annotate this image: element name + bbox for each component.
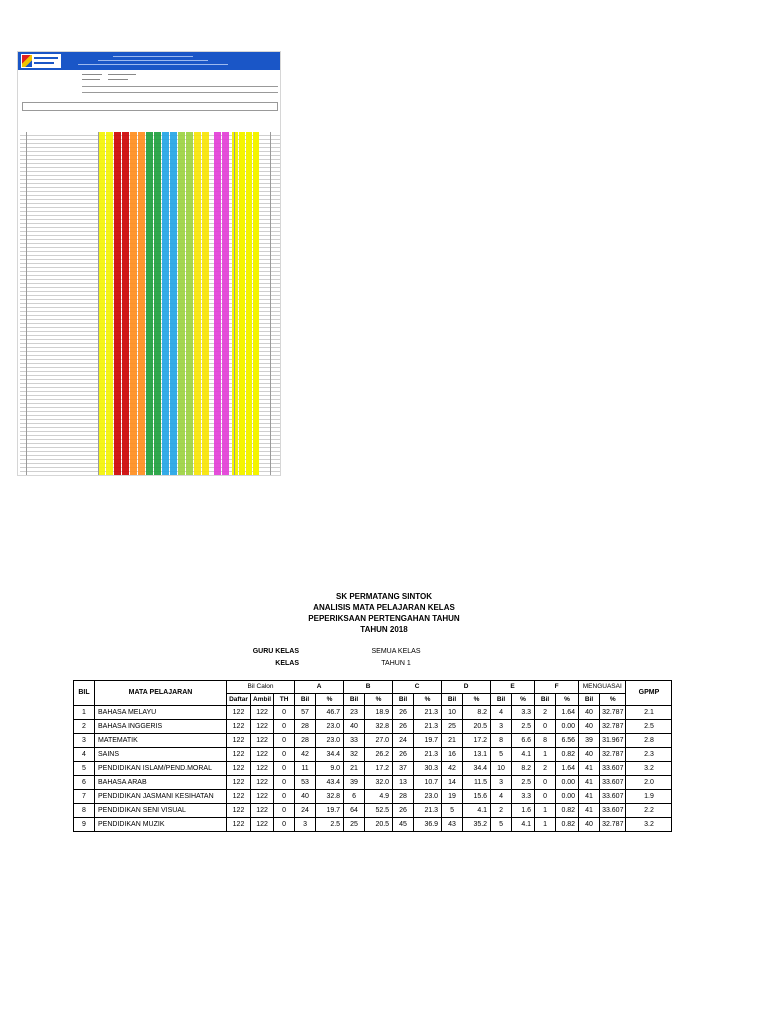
row-d-pct: 4.1 (463, 804, 491, 818)
row-d-bil: 14 (442, 776, 463, 790)
table-row (74, 776, 672, 790)
row-e-bil: 2 (491, 804, 512, 818)
row-f-pct: 0.00 (556, 720, 579, 734)
row-a-bil: 3 (295, 818, 316, 832)
row-number: 7 (74, 790, 95, 804)
row-number: 2 (74, 720, 95, 734)
row-d-bil: 10 (442, 706, 463, 720)
col-th: TH (274, 694, 295, 706)
row-a-pct: 23.0 (316, 720, 344, 734)
row-m-bil: 41 (579, 762, 600, 776)
row-c-pct: 10.7 (414, 776, 442, 790)
col-bil-calon: Bil Calon (227, 681, 295, 694)
col-grade-f: F (535, 681, 579, 694)
row-daftar: 122 (227, 818, 251, 832)
row-f-bil: 0 (535, 776, 556, 790)
row-c-pct: 21.3 (414, 748, 442, 762)
row-e-pct: 6.6 (512, 734, 535, 748)
row-e-bil: 10 (491, 762, 512, 776)
row-f-pct: 0.82 (556, 804, 579, 818)
row-c-pct: 21.3 (414, 720, 442, 734)
col-d-pct: % (463, 694, 491, 706)
row-gpmp: 1.9 (626, 790, 672, 804)
report-year: TAHUN 2018 (360, 625, 408, 634)
col-a-pct: % (316, 694, 344, 706)
row-b-bil: 32 (344, 748, 365, 762)
row-number: 9 (74, 818, 95, 832)
row-c-bil: 28 (393, 790, 414, 804)
row-daftar: 122 (227, 776, 251, 790)
row-number: 6 (74, 776, 95, 790)
row-f-pct: 0.82 (556, 748, 579, 762)
row-e-bil: 8 (491, 734, 512, 748)
row-e-bil: 4 (491, 706, 512, 720)
row-a-pct: 43.4 (316, 776, 344, 790)
row-a-bil: 40 (295, 790, 316, 804)
row-a-bil: 28 (295, 720, 316, 734)
row-a-bil: 11 (295, 762, 316, 776)
row-d-bil: 21 (442, 734, 463, 748)
row-b-pct: 26.2 (365, 748, 393, 762)
row-c-pct: 23.0 (414, 790, 442, 804)
row-f-pct: 1.64 (556, 706, 579, 720)
row-e-pct: 3.3 (512, 706, 535, 720)
row-m-bil: 41 (579, 790, 600, 804)
school-name: SK PERMATANG SINTOK (335, 592, 432, 601)
row-subject: PENDIDIKAN JASMANI KESIHATAN (95, 790, 227, 804)
table-row (74, 706, 672, 720)
row-a-bil: 57 (295, 706, 316, 720)
row-f-bil: 1 (535, 818, 556, 832)
table-row (74, 818, 672, 832)
row-a-bil: 53 (295, 776, 316, 790)
row-b-pct: 32.0 (365, 776, 393, 790)
row-b-pct: 52.5 (365, 804, 393, 818)
row-daftar: 122 (227, 790, 251, 804)
row-f-pct: 0.00 (556, 790, 579, 804)
row-f-pct: 6.56 (556, 734, 579, 748)
row-daftar: 122 (227, 804, 251, 818)
row-subject: SAINS (95, 748, 227, 762)
row-m-pct: 32.787 (600, 748, 626, 762)
row-b-bil: 25 (344, 818, 365, 832)
kelas-label: KELAS (275, 660, 299, 667)
row-m-pct: 33.607 (600, 776, 626, 790)
row-e-pct: 4.1 (512, 748, 535, 762)
table-row (74, 762, 672, 776)
col-daftar: Daftar (227, 694, 251, 706)
row-ambil: 122 (251, 818, 274, 832)
row-e-pct: 8.2 (512, 762, 535, 776)
col-b-pct: % (365, 694, 393, 706)
row-m-pct: 33.607 (600, 762, 626, 776)
row-th: 0 (274, 776, 295, 790)
row-b-bil: 33 (344, 734, 365, 748)
row-daftar: 122 (227, 762, 251, 776)
row-b-pct: 20.5 (365, 818, 393, 832)
col-menguasai: MENGUASAI (579, 681, 626, 694)
row-f-pct: 0.82 (556, 818, 579, 832)
row-d-bil: 43 (442, 818, 463, 832)
row-c-bil: 24 (393, 734, 414, 748)
row-m-bil: 39 (579, 734, 600, 748)
row-b-bil: 64 (344, 804, 365, 818)
col-subject: MATA PELAJARAN (95, 681, 227, 706)
row-m-pct: 32.787 (600, 706, 626, 720)
row-m-bil: 40 (579, 706, 600, 720)
row-d-bil: 25 (442, 720, 463, 734)
row-daftar: 122 (227, 748, 251, 762)
col-grade-d: D (442, 681, 491, 694)
row-gpmp: 2.0 (626, 776, 672, 790)
col-m-pct: % (600, 694, 626, 706)
row-b-bil: 6 (344, 790, 365, 804)
row-gpmp: 2.8 (626, 734, 672, 748)
row-ambil: 122 (251, 748, 274, 762)
row-gpmp: 2.3 (626, 748, 672, 762)
row-f-bil: 1 (535, 748, 556, 762)
row-subject: PENDIDIKAN SENI VISUAL (95, 804, 227, 818)
row-th: 0 (274, 790, 295, 804)
row-e-bil: 5 (491, 818, 512, 832)
row-gpmp: 3.2 (626, 818, 672, 832)
row-a-bil: 42 (295, 748, 316, 762)
row-m-bil: 40 (579, 748, 600, 762)
col-c-pct: % (414, 694, 442, 706)
row-th: 0 (274, 748, 295, 762)
row-a-bil: 28 (295, 734, 316, 748)
row-d-pct: 17.2 (463, 734, 491, 748)
row-c-bil: 26 (393, 804, 414, 818)
row-f-bil: 2 (535, 706, 556, 720)
row-ambil: 122 (251, 706, 274, 720)
col-grade-b: B (344, 681, 393, 694)
row-m-pct: 32.787 (600, 818, 626, 832)
row-th: 0 (274, 706, 295, 720)
row-f-bil: 1 (535, 804, 556, 818)
row-m-bil: 40 (579, 818, 600, 832)
row-e-pct: 4.1 (512, 818, 535, 832)
row-d-pct: 35.2 (463, 818, 491, 832)
row-a-pct: 32.8 (316, 790, 344, 804)
row-subject: PENDIDIKAN MUZIK (95, 818, 227, 832)
row-b-pct: 32.8 (365, 720, 393, 734)
row-subject: BAHASA ARAB (95, 776, 227, 790)
table-row (74, 804, 672, 818)
row-c-pct: 21.3 (414, 706, 442, 720)
table-row (74, 790, 672, 804)
row-daftar: 122 (227, 706, 251, 720)
row-d-pct: 15.6 (463, 790, 491, 804)
col-f-pct: % (556, 694, 579, 706)
row-d-bil: 42 (442, 762, 463, 776)
row-m-pct: 32.787 (600, 720, 626, 734)
row-c-pct: 30.3 (414, 762, 442, 776)
row-e-bil: 3 (491, 720, 512, 734)
row-ambil: 122 (251, 720, 274, 734)
row-subject: PENDIDIKAN ISLAM/PEND.MORAL (95, 762, 227, 776)
row-e-pct: 1.6 (512, 804, 535, 818)
row-subject: BAHASA MELAYU (95, 706, 227, 720)
row-b-pct: 4.9 (365, 790, 393, 804)
col-m-bil: Bil (579, 694, 600, 706)
row-d-pct: 13.1 (463, 748, 491, 762)
row-d-bil: 19 (442, 790, 463, 804)
row-f-bil: 2 (535, 762, 556, 776)
row-th: 0 (274, 804, 295, 818)
row-m-pct: 33.607 (600, 790, 626, 804)
row-b-bil: 39 (344, 776, 365, 790)
row-d-bil: 16 (442, 748, 463, 762)
row-f-bil: 0 (535, 720, 556, 734)
row-f-pct: 1.64 (556, 762, 579, 776)
row-m-bil: 41 (579, 776, 600, 790)
row-e-pct: 2.5 (512, 776, 535, 790)
row-number: 1 (74, 706, 95, 720)
row-ambil: 122 (251, 762, 274, 776)
row-b-pct: 27.0 (365, 734, 393, 748)
row-a-pct: 9.0 (316, 762, 344, 776)
row-daftar: 122 (227, 734, 251, 748)
report-title: ANALISIS MATA PELAJARAN KELAS (313, 603, 455, 612)
kelas-value: TAHUN 1 (381, 660, 411, 667)
row-ambil: 122 (251, 734, 274, 748)
col-grade-a: A (295, 681, 344, 694)
col-a-bil: Bil (295, 694, 316, 706)
row-d-bil: 5 (442, 804, 463, 818)
row-th: 0 (274, 818, 295, 832)
col-ambil: Ambil (251, 694, 274, 706)
row-th: 0 (274, 720, 295, 734)
table-row (74, 720, 672, 734)
col-e-bil: Bil (491, 694, 512, 706)
row-e-pct: 2.5 (512, 720, 535, 734)
row-b-bil: 23 (344, 706, 365, 720)
row-e-bil: 4 (491, 790, 512, 804)
row-ambil: 122 (251, 790, 274, 804)
row-number: 8 (74, 804, 95, 818)
row-subject: BAHASA INGGERIS (95, 720, 227, 734)
row-th: 0 (274, 762, 295, 776)
row-e-bil: 3 (491, 776, 512, 790)
row-f-bil: 8 (535, 734, 556, 748)
row-a-bil: 24 (295, 804, 316, 818)
row-daftar: 122 (227, 720, 251, 734)
row-b-bil: 21 (344, 762, 365, 776)
col-d-bil: Bil (442, 694, 463, 706)
row-d-pct: 34.4 (463, 762, 491, 776)
row-ambil: 122 (251, 804, 274, 818)
row-gpmp: 2.5 (626, 720, 672, 734)
row-gpmp: 2.1 (626, 706, 672, 720)
row-c-pct: 19.7 (414, 734, 442, 748)
report-titles (0, 591, 768, 635)
row-number: 3 (74, 734, 95, 748)
row-b-bil: 40 (344, 720, 365, 734)
table-row (74, 734, 672, 748)
row-c-bil: 26 (393, 706, 414, 720)
row-f-bil: 0 (535, 790, 556, 804)
row-d-pct: 20.5 (463, 720, 491, 734)
col-e-pct: % (512, 694, 535, 706)
row-f-pct: 0.00 (556, 776, 579, 790)
col-b-bil: Bil (344, 694, 365, 706)
row-a-pct: 23.0 (316, 734, 344, 748)
row-subject: MATEMATIK (95, 734, 227, 748)
col-c-bil: Bil (393, 694, 414, 706)
row-c-pct: 36.9 (414, 818, 442, 832)
row-c-bil: 37 (393, 762, 414, 776)
row-c-bil: 45 (393, 818, 414, 832)
table-row (74, 748, 672, 762)
row-b-pct: 18.9 (365, 706, 393, 720)
row-m-pct: 31.967 (600, 734, 626, 748)
row-c-bil: 26 (393, 748, 414, 762)
row-e-bil: 5 (491, 748, 512, 762)
row-c-bil: 13 (393, 776, 414, 790)
row-gpmp: 3.2 (626, 762, 672, 776)
row-d-pct: 8.2 (463, 706, 491, 720)
col-grade-e: E (491, 681, 535, 694)
col-gpmp: GPMP (626, 681, 672, 706)
row-number: 5 (74, 762, 95, 776)
col-bil: BIL (74, 681, 95, 706)
row-th: 0 (274, 734, 295, 748)
row-a-pct: 19.7 (316, 804, 344, 818)
row-a-pct: 46.7 (316, 706, 344, 720)
row-d-pct: 11.5 (463, 776, 491, 790)
col-f-bil: Bil (535, 694, 556, 706)
row-a-pct: 34.4 (316, 748, 344, 762)
row-m-pct: 33.607 (600, 804, 626, 818)
row-m-bil: 40 (579, 720, 600, 734)
guru-kelas-value: SEMUA KELAS (371, 648, 421, 655)
results-table (73, 680, 672, 832)
row-m-bil: 41 (579, 804, 600, 818)
row-number: 4 (74, 748, 95, 762)
row-ambil: 122 (251, 776, 274, 790)
col-grade-c: C (393, 681, 442, 694)
row-a-pct: 2.5 (316, 818, 344, 832)
row-e-pct: 3.3 (512, 790, 535, 804)
row-gpmp: 2.2 (626, 804, 672, 818)
row-b-pct: 17.2 (365, 762, 393, 776)
row-c-pct: 21.3 (414, 804, 442, 818)
exam-name: PEPERIKSAAN PERTENGAHAN TAHUN (308, 614, 460, 623)
row-c-bil: 26 (393, 720, 414, 734)
guru-kelas-label: GURU KELAS (252, 648, 299, 655)
